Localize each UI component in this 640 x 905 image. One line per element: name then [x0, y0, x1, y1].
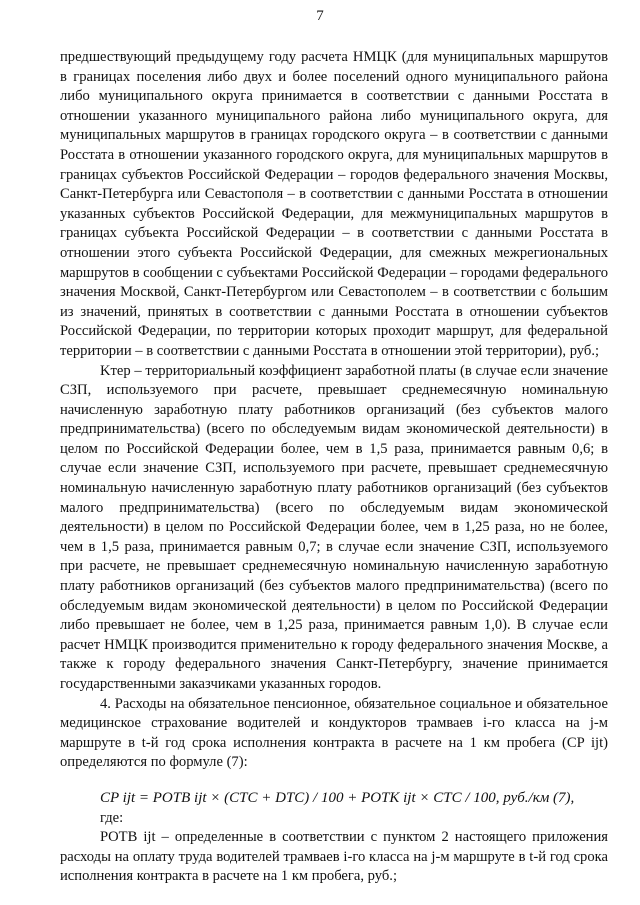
formula-7: CP ijt = PОТВ ijt × (CТС + DТС) / 100 + PОТК ijt × CТС / 100, руб./км (7), [100, 789, 575, 806]
document-body [60, 48, 608, 887]
where-label: где: [100, 809, 124, 826]
page-number: 7 [316, 8, 324, 24]
paragraph-continuation: предшествующий предыдущему году расчета НМЦК (для муниципальных маршрутов в границах поселения либо двух и более поселений одного муниципального района либо муниципального округа принимается в соответствии с данными Росстата в отношении указанного муниципального района либо муниципального округа, для муниципальных маршрутов в границах городского округа – в соответствии с данными Росстата в отношении указанного городского округа, для муниципальных маршрутов в границах субъектов Российской Федерации – городов федерального значения Москвы, Санкт-Петербурга или Севастополя – в соответствии с данными Росстата в отношении указанных субъектов Российской Федерации, для межмуниципальных маршрутов в границах субъекта Российской Федерации – в соответствии с данными Росстата в отношении этого субъекта Российской Федерации, для смежных межрегиональных маршрутов в сообщении с субъектами Российской Федерации – городами федерального значения Москвой, Санкт-Петербургом или Севастополем – в соответствии с большим из значений, принятых в соответствии с данными Росстата в отношении субъектов Российской Федерации, по территории которых проходит маршрут, для федеральной территории – в соответствии с данными Росстата в отношении этой территории), руб.; [60, 49, 608, 359]
paragraph-ktер-definition: Kтер – территориальный коэффициент заработной платы (в случае если значение СЗП, используемого при расчете, превышает среднемесячную номинальную начисленную заработную плату работников организаций (без субъектов малого предпринимательства) (всего по обследуемым видам экономической деятельности) в целом по Российской Федерации более, чем в 1,5 раза, принимается равным 0,6; в случае если значение СЗП, используемого при расчете, превышает среднемесячную номинальную начисленную заработную плату работников организаций (без субъектов малого предпринимательства) (всего по обследуемым видам экономической деятельности) в целом по Российской Федерации более, чем в 1,25 раза, но не более, чем в 1,5 раза, принимается равным 0,7; в случае если значение СЗП, используемого при расчете, не превышает среднемесячную номинальную начисленную заработную плату работников организаций (без субъектов малого предпринимательства) (всего по обследуемым видам экономической деятельности) в целом по Российской Федерации либо превышает не более, чем в 1,25 раза, принимается равным 1,0). В случае если расчет НМЦК производится применительно к городу федерального значения Москве, а также к городу федерального значения Санкт-Петербургу, значение принимается государственными заказчиками указанных городов. [60, 362, 608, 692]
paragraph-potv-definition: PОТВ ijt – определенные в соответствии с пунктом 2 настоящего приложения расходы на оплату труда водителей трамваев i-го класса на j-м маршруте в t-й год срока исполнения контракта в расчете на 1 км пробега, руб.; [60, 829, 608, 885]
paragraph-item-4: 4. Расходы на обязательное пенсионное, обязательное социальное и обязательное медицинское страхование водителей и кондукторов трамваев i-го класса на j-м маршруте в t-й год срока исполнения контракта в расчете на 1 км пробега (CP ijt) определяются по формуле (7): [60, 695, 608, 771]
